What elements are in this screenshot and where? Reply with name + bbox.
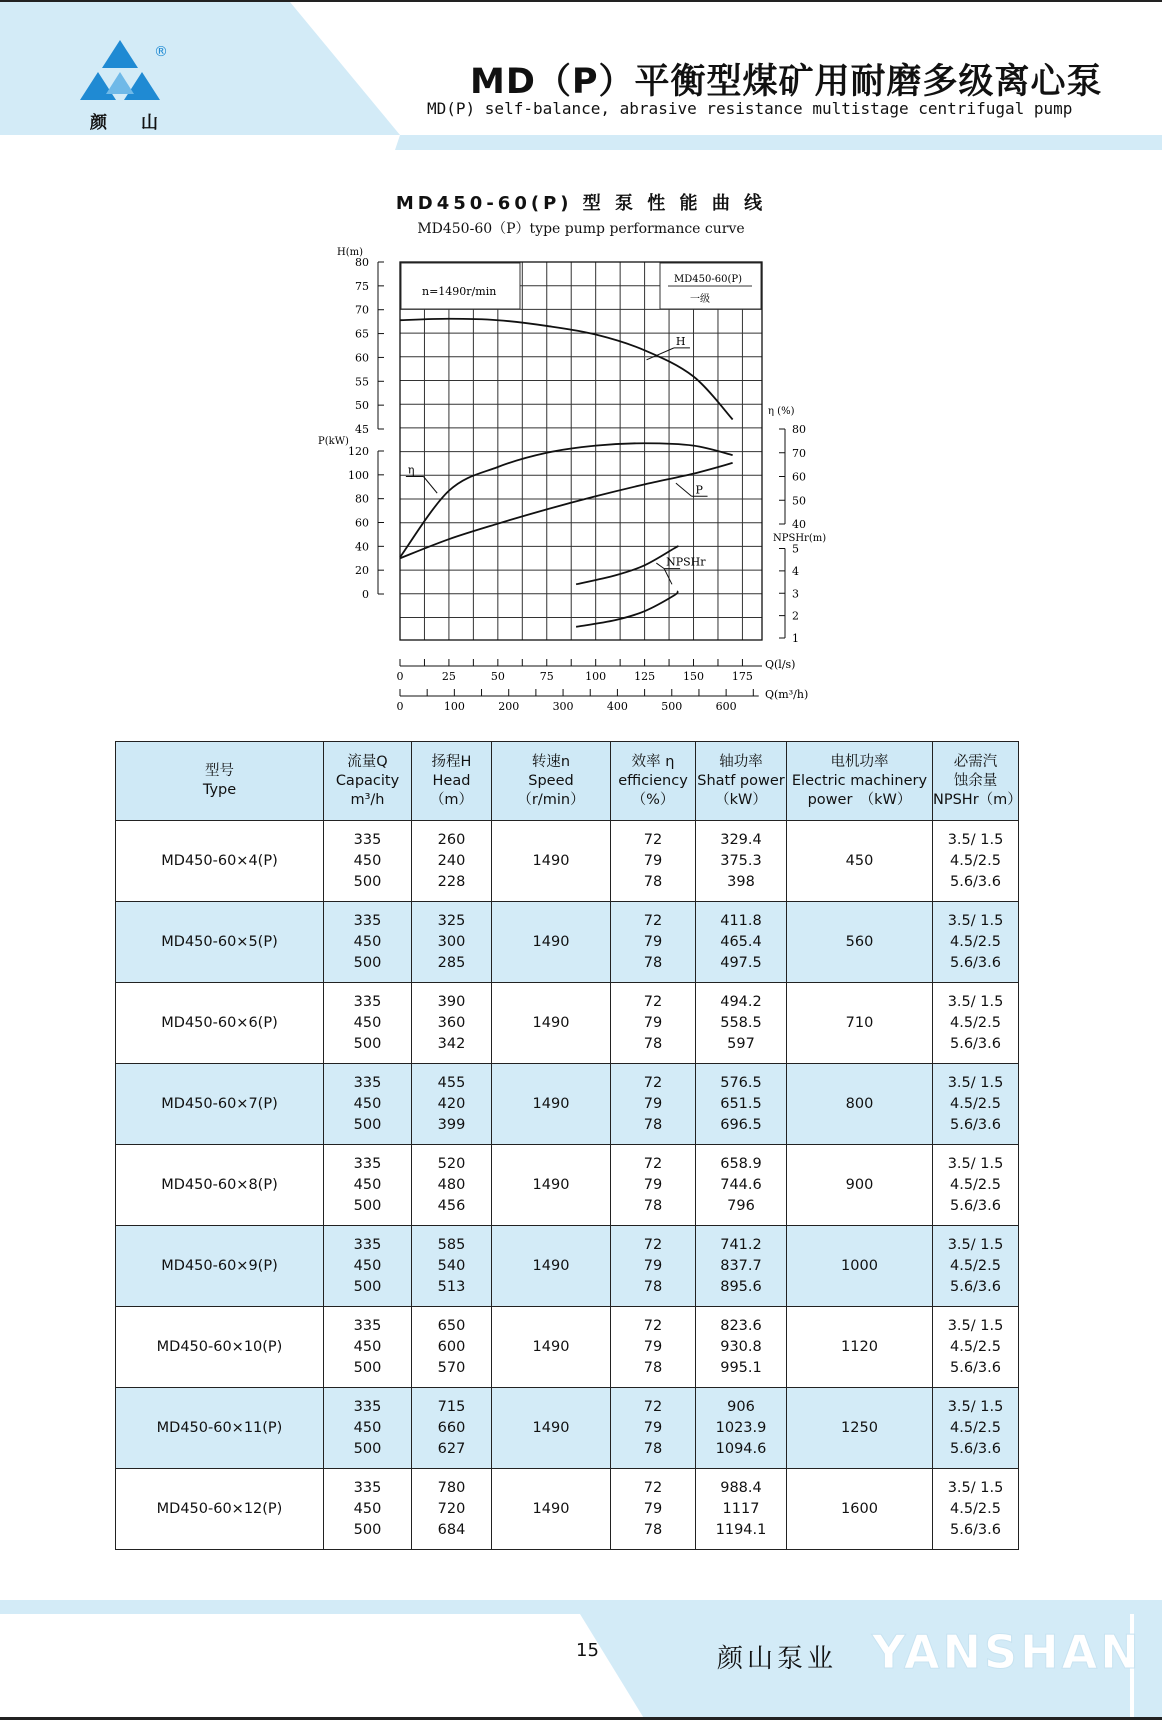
h-tick-label: 55: [355, 375, 369, 389]
h-tick-label: 65: [355, 327, 369, 341]
cell-shaft: [696, 1469, 787, 1550]
cell-text: MD450-60×11(P): [156, 1419, 283, 1436]
cell-h: [412, 1145, 492, 1226]
cell-text: 455 420 399: [437, 1074, 466, 1133]
cell-text: 72 79 78: [643, 912, 663, 971]
table-row: [116, 1064, 1019, 1145]
cell-q: [324, 1226, 412, 1307]
cell-text: 1490: [532, 1500, 570, 1517]
cell-npsh: [933, 983, 1019, 1064]
curve-tag-eta-leader: [423, 477, 437, 494]
cell-text: 650 600 570: [437, 1317, 466, 1376]
table-header-cell: [611, 742, 696, 821]
npsh-tick-label: 2: [792, 609, 799, 623]
model-label: MD450-60(P): [674, 274, 742, 285]
cell-h: [412, 1064, 492, 1145]
cell-h: [412, 1469, 492, 1550]
cell-shaft: [696, 902, 787, 983]
cell-n: [492, 821, 611, 902]
q-ls-tick-label: 25: [441, 670, 456, 683]
p-tick-label: 0: [362, 588, 369, 601]
table-row: [116, 1145, 1019, 1226]
company-name: 颜山泵业: [717, 1644, 838, 1674]
cell-q: [324, 983, 412, 1064]
logo-text: 颜山: [90, 113, 192, 133]
h-tick-label: 80: [355, 256, 369, 269]
cell-motor: [787, 983, 933, 1064]
header-line: power （kW）: [807, 791, 912, 808]
h-tick-label: 70: [355, 303, 369, 317]
curve-tag-p: P: [695, 483, 703, 497]
cell-text: 72 79 78: [643, 1236, 663, 1295]
cell-type: [116, 1064, 324, 1145]
header-line: Speed: [528, 772, 574, 789]
cell-eff: [611, 821, 696, 902]
cell-shaft: [696, 1145, 787, 1226]
p-tick-label: 60: [355, 516, 369, 530]
curve-tag-npsh-leader: [664, 569, 672, 585]
p-tick-label: 20: [355, 564, 369, 578]
cell-text: 1600: [841, 1500, 878, 1517]
cell-text: 72 79 78: [643, 1155, 663, 1214]
cell-eff: [611, 1469, 696, 1550]
cell-text: 72 79 78: [643, 1398, 663, 1457]
header-line: （kW）: [715, 791, 767, 808]
cell-text: 72 79 78: [643, 993, 663, 1052]
table-row: [116, 1469, 1019, 1550]
cell-text: 3.5/ 1.5 4.5/2.5 5.6/3.6: [947, 1317, 1004, 1376]
eta-axis-label: η (%): [768, 406, 795, 417]
cell-h: [412, 902, 492, 983]
cell-q: [324, 1064, 412, 1145]
table-header-cell: [696, 742, 787, 821]
svg-text:®: ®: [154, 44, 168, 60]
curve-tag-npsh: NPSHr: [666, 555, 706, 569]
h-tick-label: 75: [355, 279, 369, 293]
cell-text: 900: [845, 1176, 874, 1193]
curve-p: [400, 463, 733, 558]
eta-tick-label: 50: [792, 494, 806, 508]
cell-text: 906 1023.9 1094.6: [715, 1398, 767, 1457]
eta-tick-label: 70: [792, 446, 806, 460]
cell-type: [116, 1226, 324, 1307]
p-tick-label: 120: [348, 445, 369, 458]
npsh-tick-label: 4: [792, 564, 799, 578]
cell-type: [116, 821, 324, 902]
cell-text: 335 450 500: [353, 1074, 382, 1133]
q-m3h-tick-label: 500: [661, 700, 683, 713]
cell-n: [492, 1226, 611, 1307]
cell-text: MD450-60×8(P): [161, 1176, 278, 1193]
cell-h: [412, 1226, 492, 1307]
cell-npsh: [933, 1145, 1019, 1226]
cell-text: MD450-60×7(P): [161, 1095, 278, 1112]
cell-npsh: [933, 1469, 1019, 1550]
table-header-cell: [412, 742, 492, 821]
stage-label: 一级: [690, 294, 710, 305]
eta-tick-label: 60: [792, 470, 806, 484]
npsh-tick-label: 1: [792, 632, 799, 645]
cell-n: [492, 1145, 611, 1226]
header-line: 必需汽: [953, 753, 998, 770]
cell-motor: [787, 902, 933, 983]
cell-q: [324, 1145, 412, 1226]
header-line: Type: [202, 782, 237, 798]
q-m3h-tick-label: 400: [606, 700, 628, 713]
cell-text: 800: [845, 1095, 874, 1112]
table-header-row: [116, 742, 1019, 821]
cell-text: 72 79 78: [643, 1074, 663, 1133]
header-line: 扬程H: [431, 753, 472, 770]
header-line: 流量Q: [347, 753, 388, 770]
header-line: Capacity: [335, 772, 400, 789]
cell-text: 72 79 78: [643, 831, 663, 890]
cell-text: 658.9 744.6 796: [720, 1155, 762, 1214]
q-ls-tick-label: 50: [490, 670, 505, 683]
cell-eff: [611, 1307, 696, 1388]
cell-text: 411.8 465.4 497.5: [720, 912, 762, 971]
cell-npsh: [933, 1064, 1019, 1145]
cell-h: [412, 983, 492, 1064]
cell-text: 335 450 500: [353, 1155, 382, 1214]
header-line: 轴功率: [719, 753, 763, 770]
cell-text: 260 240 228: [437, 831, 466, 890]
cell-type: [116, 1469, 324, 1550]
cell-n: [492, 983, 611, 1064]
header-line: NPSHr（m）: [933, 791, 1022, 808]
cell-text: 780 720 684: [437, 1479, 466, 1538]
cell-text: 1490: [532, 1419, 570, 1436]
curve-npshr: [576, 546, 678, 584]
table-header-cell: [492, 742, 611, 821]
q-m3h-tick-label: 0: [396, 700, 404, 713]
p-tick-label: 100: [348, 468, 369, 482]
h-tick-label: 50: [355, 399, 369, 413]
header-line: Electric machinery: [791, 772, 928, 789]
cell-q: [324, 1469, 412, 1550]
cell-n: [492, 1307, 611, 1388]
speed-label: n=1490r/min: [422, 285, 497, 298]
cell-text: 520 480 456: [437, 1155, 466, 1214]
header-line: Shatf power: [697, 772, 785, 789]
q-m3h-tick-label: 100: [443, 700, 465, 713]
brand-wordmark: YANSHAN: [872, 1625, 1142, 1679]
table-row: [116, 902, 1019, 983]
cell-h: [412, 1388, 492, 1469]
cell-text: 3.5/ 1.5 4.5/2.5 5.6/3.6: [947, 912, 1004, 971]
q-m3h-axis-label: Q(m³/h): [765, 688, 809, 701]
cell-text: 3.5/ 1.5 4.5/2.5 5.6/3.6: [947, 1236, 1004, 1295]
cell-text: 1000: [841, 1257, 878, 1274]
header-line: （m）: [429, 791, 474, 808]
cell-shaft: [696, 1064, 787, 1145]
q-m3h-tick-label: 600: [715, 700, 737, 713]
cell-text: 329.4 375.3 398: [720, 831, 762, 890]
cell-text: 1490: [532, 1095, 570, 1112]
spec-table: [115, 741, 1022, 1550]
cell-text: MD450-60×5(P): [161, 933, 278, 950]
table-header-cell: [324, 742, 412, 821]
table-row: [116, 983, 1019, 1064]
table-header-cell: [933, 742, 1022, 821]
q-ls-axis-label: Q(l/s): [765, 658, 796, 671]
cell-shaft: [696, 1307, 787, 1388]
header-line: （r/min）: [517, 791, 585, 808]
h-tick-label: 60: [355, 351, 369, 365]
cell-text: MD450-60×10(P): [156, 1338, 283, 1355]
cell-eff: [611, 983, 696, 1064]
cell-text: 3.5/ 1.5 4.5/2.5 5.6/3.6: [947, 831, 1004, 890]
cell-motor: [787, 1145, 933, 1226]
header-line: Head: [432, 772, 471, 789]
cell-text: 1490: [532, 852, 570, 869]
cell-text: 3.5/ 1.5 4.5/2.5 5.6/3.6: [947, 1074, 1004, 1133]
cell-n: [492, 1469, 611, 1550]
cell-text: 335 450 500: [353, 1398, 382, 1457]
cell-text: MD450-60×6(P): [161, 1014, 278, 1031]
cell-text: 710: [845, 1014, 874, 1031]
cell-text: 1250: [841, 1419, 878, 1436]
cell-text: 1490: [532, 1338, 570, 1355]
curve-tag-npsh-leader: [656, 563, 664, 569]
cell-shaft: [696, 983, 787, 1064]
h-axis-label: H(m): [337, 247, 364, 258]
cell-text: MD450-60×12(P): [156, 1500, 283, 1517]
cell-eff: [611, 902, 696, 983]
cell-eff: [611, 1226, 696, 1307]
cell-text: 1120: [841, 1338, 878, 1355]
cell-h: [412, 1307, 492, 1388]
cell-type: [116, 1307, 324, 1388]
cell-text: 450: [845, 852, 874, 869]
p-axis-label: P(kW): [318, 436, 349, 447]
header-line: 型号: [205, 763, 234, 779]
curve-tag-p-leader: [676, 483, 692, 496]
cell-npsh: [933, 1388, 1019, 1469]
cell-h: [412, 821, 492, 902]
cell-motor: [787, 1388, 933, 1469]
cell-npsh: [933, 1226, 1019, 1307]
q-m3h-tick-label: 300: [552, 700, 574, 713]
q-ls-tick-label: 125: [634, 670, 656, 683]
cell-text: 1490: [532, 1176, 570, 1193]
table-row: [116, 1388, 1019, 1469]
curve-eta: [400, 443, 733, 557]
cell-motor: [787, 1226, 933, 1307]
cell-eff: [611, 1064, 696, 1145]
cell-text: 335 450 500: [353, 993, 382, 1052]
cell-text: 335 450 500: [353, 1236, 382, 1295]
cell-text: 494.2 558.5 597: [720, 993, 762, 1052]
cell-eff: [611, 1145, 696, 1226]
cell-shaft: [696, 821, 787, 902]
q-ls-tick-label: 175: [731, 670, 753, 683]
table-row: [116, 1307, 1019, 1388]
table-row: [116, 1226, 1019, 1307]
header-line: 效率 η: [631, 753, 675, 770]
cell-npsh: [933, 821, 1019, 902]
cell-type: [116, 983, 324, 1064]
q-ls-tick-label: 100: [585, 670, 607, 683]
cell-type: [116, 1388, 324, 1469]
cell-q: [324, 1388, 412, 1469]
cell-text: 72 79 78: [643, 1317, 663, 1376]
cell-motor: [787, 821, 933, 902]
cell-shaft: [696, 1388, 787, 1469]
cell-text: 325 300 285: [437, 912, 466, 971]
q-ls-tick-label: 0: [396, 670, 404, 683]
chart-subtitle: MD450-60（P）type pump performance curve: [417, 221, 745, 237]
cell-text: 72 79 78: [643, 1479, 663, 1538]
header-line: efficiency: [618, 772, 688, 789]
cell-text: 715 660 627: [437, 1398, 466, 1457]
page-number: 15: [576, 1640, 599, 1661]
cell-text: 585 540 513: [437, 1236, 466, 1295]
cell-n: [492, 1388, 611, 1469]
eta-tick-label: 40: [792, 518, 806, 531]
cell-eff: [611, 1388, 696, 1469]
cell-text: 1490: [532, 1257, 570, 1274]
cell-text: 988.4 1117 1194.1: [715, 1479, 767, 1538]
table-header-cell: [787, 742, 933, 821]
cell-type: [116, 902, 324, 983]
eta-tick-label: 80: [792, 423, 806, 436]
q-m3h-tick-label: 200: [498, 700, 520, 713]
cell-text: 3.5/ 1.5 4.5/2.5 5.6/3.6: [947, 1398, 1004, 1457]
header-line: 蚀余量: [953, 772, 998, 789]
npsh-tick-label: 5: [792, 542, 799, 556]
cell-text: 335 450 500: [353, 831, 382, 890]
cell-text: 560: [845, 933, 874, 950]
q-ls-tick-label: 75: [539, 670, 554, 683]
cell-text: 741.2 837.7 895.6: [720, 1236, 762, 1295]
curve-npshr: [576, 591, 678, 627]
performance-chart: [0, 0, 1162, 720]
cell-text: MD450-60×4(P): [161, 852, 278, 869]
cell-shaft: [696, 1226, 787, 1307]
cell-type: [116, 1145, 324, 1226]
q-ls-tick-label: 150: [683, 670, 705, 683]
cell-text: 3.5/ 1.5 4.5/2.5 5.6/3.6: [947, 993, 1004, 1052]
h-tick-label: 45: [355, 423, 369, 436]
p-tick-label: 80: [355, 492, 369, 506]
header-line: m³/h: [350, 791, 385, 808]
cell-npsh: [933, 1307, 1019, 1388]
cell-text: MD450-60×9(P): [161, 1257, 278, 1274]
cell-q: [324, 821, 412, 902]
header-line: 电机功率: [830, 753, 889, 770]
table-header-cell: [116, 742, 324, 821]
cell-text: 335 450 500: [353, 1317, 382, 1376]
cell-text: 1490: [532, 933, 570, 950]
page-subtitle: MD(P) self-balance, abrasive resistance multistage centrifugal pump: [427, 99, 1073, 118]
cell-text: 576.5 651.5 696.5: [720, 1074, 762, 1133]
header-line: 转速n: [531, 753, 571, 770]
cell-text: 390 360 342: [437, 993, 466, 1052]
cell-text: 335 450 500: [353, 1479, 382, 1538]
cell-n: [492, 902, 611, 983]
cell-motor: [787, 1064, 933, 1145]
cell-text: 335 450 500: [353, 912, 382, 971]
curve-tag-h: H: [675, 334, 686, 348]
npsh-axis-label: NPSHr(m): [773, 533, 827, 544]
cell-text: 823.6 930.8 995.1: [720, 1317, 762, 1376]
cell-text: 3.5/ 1.5 4.5/2.5 5.6/3.6: [947, 1155, 1004, 1214]
cell-text: 1490: [532, 1014, 570, 1031]
cell-text: 3.5/ 1.5 4.5/2.5 5.6/3.6: [947, 1479, 1004, 1538]
cell-q: [324, 1307, 412, 1388]
page-title: MD（P）平衡型煤矿用耐磨多级离心泵: [470, 62, 1103, 102]
curve-tag-eta: η: [407, 463, 415, 477]
cell-npsh: [933, 902, 1019, 983]
chart-title: MD450-60(P) 型 泵 性 能 曲 线: [395, 193, 767, 214]
npsh-tick-label: 3: [792, 587, 799, 601]
header-line: （%）: [631, 791, 675, 808]
cell-motor: [787, 1307, 933, 1388]
cell-q: [324, 902, 412, 983]
p-tick-label: 40: [355, 540, 369, 554]
cell-n: [492, 1064, 611, 1145]
table-row: [116, 821, 1019, 902]
cell-motor: [787, 1469, 933, 1550]
